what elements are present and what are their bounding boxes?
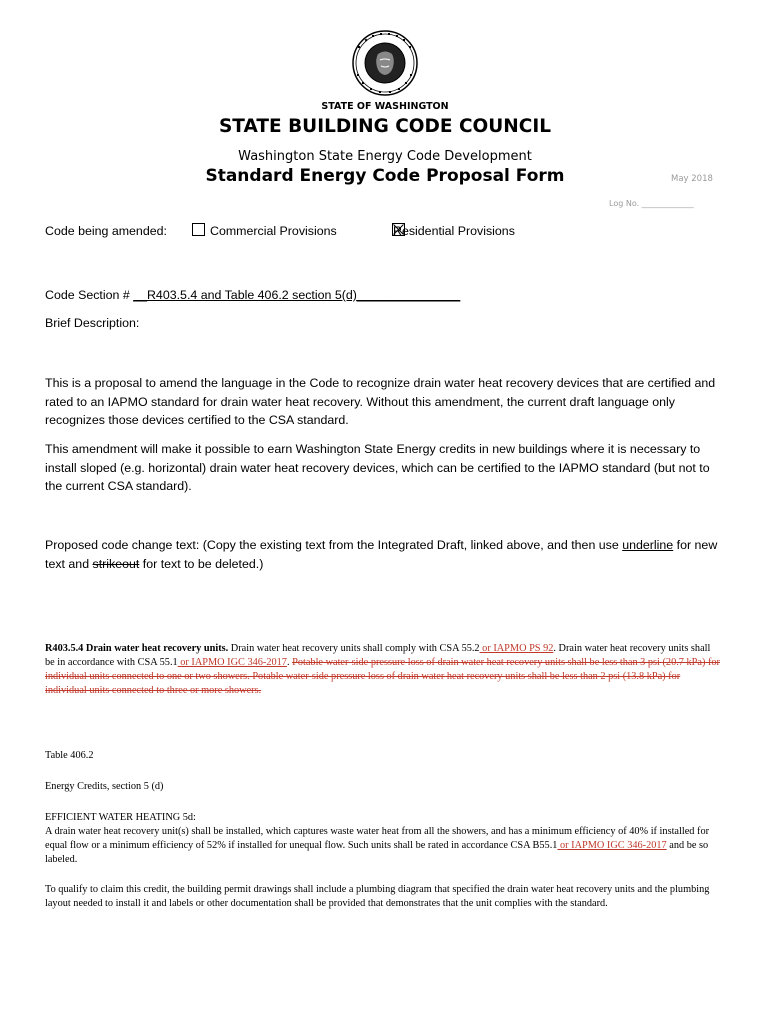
commercial-label: Commercial Provisions xyxy=(210,224,337,238)
table-title: Table 406.2 xyxy=(45,750,94,761)
state-seal-icon xyxy=(352,30,418,96)
form-title: Standard Energy Code Proposal Form xyxy=(205,166,565,186)
brief-description-label: Brief Description: xyxy=(45,316,140,330)
ewh-insert: or IAPMO IGC 346-2017 xyxy=(557,840,667,851)
code-section-value-suffix: _______________ xyxy=(356,288,461,302)
underline-example: underline xyxy=(622,538,674,552)
form-date: May 2018 xyxy=(671,174,713,184)
efficient-water-heating-heading: EFFICIENT WATER HEATING 5d: xyxy=(45,812,196,823)
strikeout-example: strikeout xyxy=(92,556,140,571)
proposed-text-c: for text to be deleted.) xyxy=(139,556,264,571)
r403-insert-1: or IAPMO PS 92 xyxy=(479,643,554,654)
code-section-label: Code Section # xyxy=(45,288,130,302)
state-label: STATE OF WASHINGTON xyxy=(321,101,449,112)
r403-text-3: . xyxy=(286,657,293,668)
proposed-text-a: Proposed code change text: (Copy the existing text from the Integrated Draft, linked above, and then use xyxy=(45,538,623,552)
r403-text-1: Drain water heat recovery units shall comply with CSA 55.2 xyxy=(228,643,480,654)
log-number: Log No. _____________ xyxy=(609,199,694,208)
r403-text-2: . Drain water heat recovery units shall be in accordance with CSA 55.1 xyxy=(45,643,711,668)
code-section-value-prefix: __ xyxy=(133,288,147,302)
ewh-text-a: A drain water heat recovery unit(s) shall be installed, which captures waste water heat from all the showers, and has a minimum efficiency of 40% if installed for equal flow or a minimum efficiency of 52% if installed for unequal flow. Such units shall be rated in accordance CSA B55.1 xyxy=(45,826,710,851)
brief-paragraph-1: This is a proposal to amend the language in the Code to recognize drain water heat recovery devices that are certified and rated to an IAPMO standard for drain water heat recovery. Without this amendment, the current draft language only recognizes those devices certified to the CSA standard. xyxy=(45,376,716,427)
table-subtitle: Energy Credits, section 5 (d) xyxy=(45,781,164,792)
efficient-water-heating-block xyxy=(45,811,721,867)
proposed-change-instructions xyxy=(45,536,720,573)
ewh-text-b: and be so labeled. xyxy=(45,840,709,865)
r403-insert-2: or IAPMO IGC 346-2017 xyxy=(177,657,287,668)
proposed-text-b: for new text and xyxy=(45,538,718,571)
r403-paragraph xyxy=(45,642,721,698)
code-section xyxy=(45,288,460,302)
commercial-checkbox[interactable] xyxy=(192,223,205,236)
efficient-water-heating-paragraph xyxy=(45,825,721,867)
council-title: STATE BUILDING CODE COUNCIL xyxy=(218,116,552,137)
credit-qualification-paragraph: To qualify to claim this credit, the building permit drawings shall include a plumbing diagram that specified the drain water heat recovery units and the plumbing layout needed to install it and labels or other documentation shall be provided that demonstrates that the unit complies with the standard. xyxy=(45,884,710,909)
r403-deletion: Potable water-side pressure loss of drain water heat recovery units shall be less than 3 psi (20.7 kPa) for individual units connected to one or two showers. Potable water-side pressure loss of drain water heat recovery units shall be less than 2 psi (13.8 kPa) for individual units connected to three or more showers. xyxy=(45,657,720,696)
brief-paragraph-2: This amendment will make it possible to earn Washington State Energy credits in new buildings where it is necessary to install sloped (e.g. horizontal) drain water heat recovery devices, which can be certified to the IAPMO standard (but not to the current CSA standard). xyxy=(45,442,710,493)
development-subtitle: Washington State Energy Code Development xyxy=(238,149,532,164)
residential-label: Residential Provisions xyxy=(393,224,515,238)
code-section-value: R403.5.4 and Table 406.2 section 5(d) xyxy=(146,288,357,302)
r403-heading: R403.5.4 Drain water heat recovery units. xyxy=(45,643,229,654)
code-amended-label: Code being amended: xyxy=(45,224,167,238)
